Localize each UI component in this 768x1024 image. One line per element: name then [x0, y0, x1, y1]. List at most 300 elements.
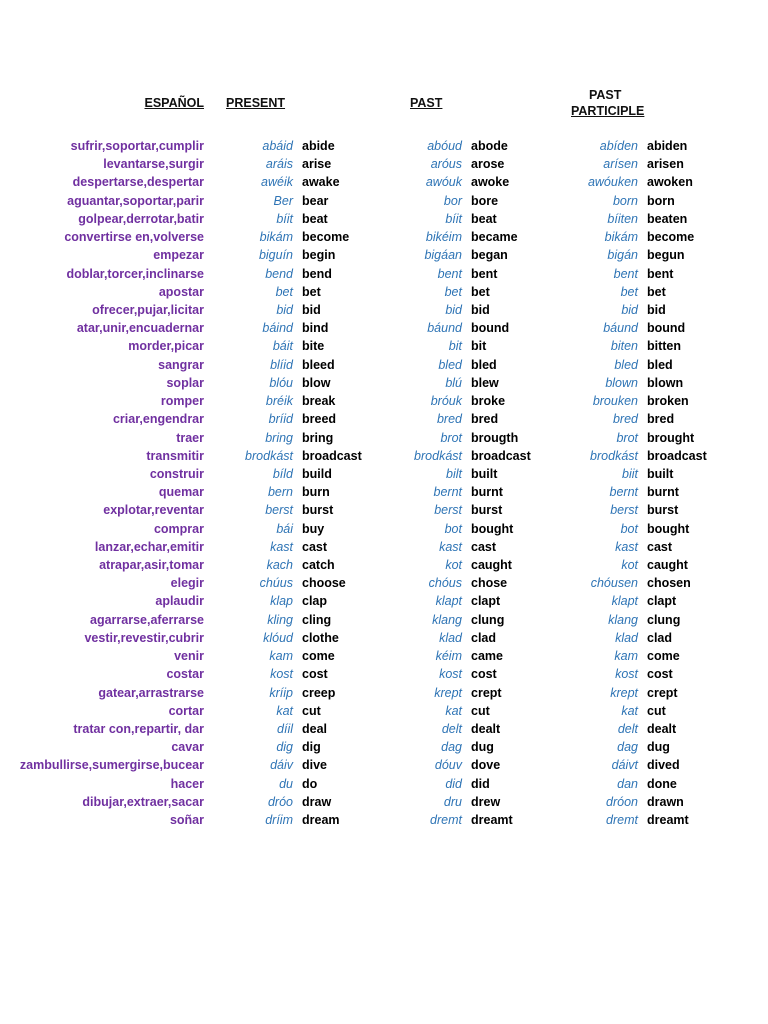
participle-form: bid [647, 302, 666, 317]
present-form: draw [302, 794, 332, 809]
participle-form: broken [647, 394, 689, 409]
table-row [0, 301, 768, 319]
table-row [0, 574, 768, 592]
past-form: drew [471, 794, 501, 809]
past-form: cost [471, 667, 497, 682]
participle-pronunciation: bikám [604, 230, 638, 245]
present-form: catch [302, 558, 335, 573]
table-row [0, 483, 768, 501]
participle-form: bent [647, 266, 674, 281]
spanish-meaning: criar,engendrar [112, 412, 204, 427]
past-pronunciation: bid [445, 302, 462, 317]
participle-pronunciation: chóusen [590, 576, 638, 591]
past-form: cast [471, 539, 497, 554]
participle-pronunciation: bid [621, 302, 638, 317]
present-pronunciation: kat [276, 703, 293, 718]
past-pronunciation: awóuk [425, 175, 462, 190]
table-row [0, 538, 768, 556]
spanish-meaning: tratar con,repartir, dar [73, 722, 204, 736]
past-form: dreamt [471, 813, 513, 828]
present-form: awake [302, 175, 340, 190]
past-form: awoke [471, 175, 510, 190]
present-form: cost [302, 667, 328, 682]
spanish-meaning: dibujar,extraer,sacar [82, 794, 204, 809]
table-row [0, 720, 768, 738]
past-form: clapt [471, 594, 501, 609]
participle-pronunciation: klad [615, 630, 638, 645]
participle-pronunciation: brot [616, 430, 638, 445]
spanish-meaning: sufrir,soportar,cumplir [70, 139, 204, 153]
spanish-meaning: gatear,arrastrarse [98, 685, 204, 700]
participle-pronunciation: arísen [603, 157, 638, 172]
participle-form: abiden [647, 139, 688, 153]
present-pronunciation: kost [270, 667, 293, 682]
present-pronunciation: bring [265, 430, 293, 445]
present-pronunciation: kam [269, 649, 293, 664]
past-pronunciation: kost [439, 667, 462, 682]
present-form: cling [302, 612, 332, 627]
present-form: blow [302, 375, 331, 390]
table-row [0, 629, 768, 647]
present-pronunciation: dróo [267, 794, 293, 809]
spanish-meaning: doblar,torcer,inclinarse [66, 266, 204, 281]
present-pronunciation: awéik [261, 175, 293, 190]
present-form: build [302, 466, 332, 481]
table-row [0, 684, 768, 702]
present-form: bear [302, 193, 329, 208]
present-form: dive [302, 758, 328, 773]
participle-pronunciation: born [612, 193, 638, 208]
spanish-meaning: comprar [153, 521, 204, 536]
present-pronunciation: díil [277, 722, 293, 736]
participle-pronunciation: kost [615, 667, 638, 682]
spanish-meaning: levantarse,surgir [103, 157, 204, 172]
present-form: deal [302, 722, 328, 736]
present-pronunciation: bern [267, 485, 293, 500]
participle-form: bitten [647, 339, 682, 354]
participle-form: arisen [647, 157, 684, 172]
past-pronunciation: bred [436, 412, 462, 427]
past-pronunciation: bet [444, 284, 462, 299]
past-form: crept [471, 685, 502, 700]
participle-form: cut [647, 703, 666, 718]
participle-form: built [647, 466, 674, 481]
present-pronunciation: bríid [268, 412, 293, 427]
table-row [0, 556, 768, 574]
participle-pronunciation: kot [621, 558, 638, 573]
past-form: clung [471, 612, 505, 627]
participle-pronunciation: bred [612, 412, 638, 427]
participle-pronunciation: blown [605, 375, 638, 390]
participle-form: blown [647, 375, 684, 390]
present-pronunciation: kríip [269, 685, 293, 700]
past-form: came [471, 649, 503, 664]
past-form: built [471, 466, 498, 481]
participle-pronunciation: klapt [611, 594, 638, 609]
present-pronunciation: abáid [262, 139, 293, 153]
present-pronunciation: biguín [258, 248, 293, 263]
present-pronunciation: bái [276, 521, 293, 536]
present-pronunciation: bíit [276, 211, 293, 226]
participle-form: beaten [647, 211, 688, 226]
table-row [0, 611, 768, 629]
past-form: bet [471, 284, 490, 299]
past-pronunciation: bled [438, 357, 462, 372]
present-form: clap [302, 594, 328, 609]
past-form: dealt [471, 722, 501, 736]
header-participle-line2: PARTICIPLE [571, 104, 645, 118]
participle-form: become [647, 230, 695, 245]
participle-form: burnt [647, 485, 679, 500]
past-pronunciation: bot [444, 521, 462, 536]
past-form: arose [471, 157, 505, 172]
present-pronunciation: kach [266, 558, 293, 573]
spanish-meaning: agarrarse,aferrarse [90, 612, 204, 627]
participle-form: drawn [647, 794, 684, 809]
participle-pronunciation: brouken [592, 394, 638, 409]
present-form: come [302, 649, 335, 664]
present-form: bend [302, 266, 332, 281]
spanish-meaning: hacer [170, 776, 204, 791]
present-pronunciation: bid [276, 302, 293, 317]
past-pronunciation: dru [443, 794, 462, 809]
past-form: burnt [471, 485, 503, 500]
past-form: bound [471, 321, 510, 336]
past-form: broadcast [471, 448, 531, 463]
participle-pronunciation: biit [622, 466, 638, 481]
spanish-meaning: zambullirse,sumergirse,bucear [19, 758, 204, 773]
table-row [0, 775, 768, 793]
past-form: blew [471, 375, 499, 390]
table-row [0, 465, 768, 483]
past-form: chose [471, 576, 508, 591]
spanish-meaning: quemar [158, 485, 204, 500]
table-row [0, 210, 768, 228]
spanish-meaning: aguantar,soportar,parir [67, 193, 204, 208]
past-form: did [471, 776, 490, 791]
participle-pronunciation: dan [617, 776, 638, 791]
participle-pronunciation: abíden [599, 139, 638, 153]
present-pronunciation: brodkást [245, 448, 293, 463]
participle-pronunciation: delt [617, 722, 638, 736]
header-present: PRESENT [226, 96, 286, 110]
participle-form: dreamt [647, 813, 689, 828]
past-form: began [471, 248, 508, 263]
table-row [0, 447, 768, 465]
participle-form: bet [647, 284, 666, 299]
participle-pronunciation: klang [608, 612, 638, 627]
participle-form: born [647, 193, 675, 208]
present-pronunciation: Ber [273, 193, 293, 208]
past-pronunciation: abóud [427, 139, 462, 153]
present-form: clothe [302, 630, 339, 645]
table-row [0, 319, 768, 337]
present-form: bind [302, 321, 329, 336]
past-pronunciation: berst [434, 503, 462, 518]
past-pronunciation: aróus [430, 157, 462, 172]
past-pronunciation: kot [445, 558, 462, 573]
past-form: bore [471, 193, 499, 208]
present-form: bid [302, 302, 321, 317]
past-pronunciation: bit [448, 339, 462, 354]
past-pronunciation: bróuk [430, 394, 462, 409]
participle-form: dealt [647, 722, 677, 736]
present-pronunciation: dáiv [270, 758, 293, 773]
table-row [0, 793, 768, 811]
table-row [0, 337, 768, 355]
present-pronunciation: báind [262, 321, 293, 336]
participle-pronunciation: báund [603, 321, 638, 336]
participle-pronunciation: bent [613, 266, 638, 281]
participle-pronunciation: bíiten [607, 211, 638, 226]
participle-pronunciation: dáivt [611, 758, 638, 773]
participle-pronunciation: brodkást [590, 448, 638, 463]
past-pronunciation: brodkást [414, 448, 462, 463]
participle-form: begun [647, 248, 685, 263]
participle-form: caught [647, 558, 688, 573]
past-pronunciation: dag [441, 740, 462, 755]
present-form: abide [302, 139, 335, 153]
spanish-meaning: cavar [171, 740, 204, 755]
table-row [0, 410, 768, 428]
header-participle-line1: PAST [589, 88, 622, 102]
participle-form: awoken [647, 175, 693, 190]
spanish-meaning: apostar [158, 284, 204, 299]
spanish-meaning: soñar [169, 813, 204, 828]
past-pronunciation: kéim [435, 649, 462, 664]
present-pronunciation: blíid [270, 357, 293, 372]
present-form: bleed [302, 357, 335, 372]
past-pronunciation: bernt [433, 485, 462, 500]
past-pronunciation: bor [443, 193, 462, 208]
table-row [0, 283, 768, 301]
participle-form: bought [647, 521, 690, 536]
present-pronunciation: berst [265, 503, 293, 518]
past-form: bid [471, 302, 490, 317]
present-pronunciation: klóud [263, 630, 293, 645]
present-form: break [302, 394, 336, 409]
participle-pronunciation: berst [610, 503, 638, 518]
spanish-meaning: ofrecer,pujar,licitar [92, 302, 204, 317]
present-pronunciation: klap [270, 594, 293, 609]
table-row [0, 155, 768, 173]
past-pronunciation: klapt [435, 594, 462, 609]
past-form: bought [471, 521, 514, 536]
table-row [0, 192, 768, 210]
present-form: burn [302, 485, 330, 500]
participle-form: clapt [647, 594, 677, 609]
participle-pronunciation: kast [615, 539, 638, 554]
table-row [0, 592, 768, 610]
present-form: beat [302, 211, 328, 226]
present-pronunciation: kast [270, 539, 293, 554]
present-pronunciation: aráis [265, 157, 293, 172]
past-pronunciation: klad [439, 630, 462, 645]
past-pronunciation: delt [441, 722, 462, 736]
spanish-meaning: cortar [168, 703, 204, 718]
spanish-meaning: sangrar [158, 357, 204, 372]
past-form: dove [471, 758, 501, 773]
present-pronunciation: kling [267, 612, 293, 627]
present-form: bet [302, 284, 321, 299]
participle-pronunciation: bot [620, 521, 638, 536]
spanish-meaning: costar [166, 667, 204, 682]
table-row [0, 429, 768, 447]
participle-form: dived [647, 758, 680, 773]
spanish-meaning: romper [160, 394, 204, 409]
past-pronunciation: krept [434, 685, 462, 700]
participle-pronunciation: krept [610, 685, 638, 700]
past-pronunciation: blú [445, 375, 462, 390]
participle-form: bred [647, 412, 675, 427]
present-form: arise [302, 157, 332, 172]
present-form: broadcast [302, 448, 362, 463]
present-form: bite [302, 339, 325, 354]
spanish-meaning: despertarse,despertar [72, 175, 204, 190]
present-form: breed [302, 412, 337, 427]
present-form: cut [302, 703, 321, 718]
participle-form: done [647, 776, 677, 791]
present-form: buy [302, 521, 325, 536]
table-row [0, 738, 768, 756]
present-pronunciation: bikám [259, 230, 293, 245]
spanish-meaning: convertirse en,volverse [64, 230, 204, 245]
table-row [0, 756, 768, 774]
past-pronunciation: chóus [428, 576, 462, 591]
spanish-meaning: explotar,reventar [103, 503, 204, 518]
past-pronunciation: bíit [445, 211, 462, 226]
participle-form: bled [647, 357, 673, 372]
table-row [0, 173, 768, 191]
past-pronunciation: dremt [430, 813, 462, 828]
present-form: become [302, 230, 350, 245]
table-row [0, 520, 768, 538]
present-form: begin [302, 248, 336, 263]
table-row [0, 392, 768, 410]
table-row [0, 811, 768, 829]
participle-form: burst [647, 503, 679, 518]
present-form: creep [302, 685, 336, 700]
past-pronunciation: kast [439, 539, 462, 554]
participle-form: come [647, 649, 680, 664]
header-espanol: ESPAÑOL [144, 96, 204, 110]
present-form: do [302, 776, 318, 791]
present-pronunciation: chúus [259, 576, 293, 591]
spanish-meaning: venir [174, 649, 204, 664]
past-form: brougth [471, 430, 519, 445]
past-pronunciation: did [445, 776, 462, 791]
spanish-meaning: soplar [166, 375, 204, 390]
participle-pronunciation: bet [620, 284, 638, 299]
present-form: bring [302, 430, 334, 445]
past-pronunciation: bilt [446, 466, 462, 481]
past-form: became [471, 230, 518, 245]
participle-form: clung [647, 612, 681, 627]
past-form: bent [471, 266, 498, 281]
participle-form: brought [647, 430, 695, 445]
participle-pronunciation: kat [621, 703, 638, 718]
participle-pronunciation: kam [614, 649, 638, 664]
participle-pronunciation: dag [617, 740, 638, 755]
present-pronunciation: du [279, 776, 293, 791]
spanish-meaning: lanzar,echar,emitir [94, 539, 204, 554]
participle-form: clad [647, 630, 673, 645]
past-pronunciation: klang [432, 612, 462, 627]
spanish-meaning: atar,unir,encuadernar [76, 321, 204, 336]
spanish-meaning: vestir,revestir,cubrir [84, 630, 204, 645]
participle-pronunciation: dremt [606, 813, 638, 828]
present-pronunciation: dríim [265, 813, 293, 828]
table-row [0, 356, 768, 374]
participle-form: cost [647, 667, 673, 682]
spanish-meaning: construir [149, 466, 204, 481]
present-form: cast [302, 539, 328, 554]
past-pronunciation: báund [427, 321, 462, 336]
participle-form: chosen [647, 576, 691, 591]
present-pronunciation: bréik [265, 394, 293, 409]
participle-form: bound [647, 321, 686, 336]
present-pronunciation: bend [265, 266, 293, 281]
spanish-meaning: transmitir [146, 448, 204, 463]
table-row [0, 501, 768, 519]
table-row [0, 702, 768, 720]
past-form: abode [471, 139, 508, 153]
past-form: broke [471, 394, 506, 409]
spanish-meaning: empezar [153, 248, 204, 263]
present-pronunciation: bet [275, 284, 293, 299]
present-form: choose [302, 576, 346, 591]
present-pronunciation: bíld [272, 466, 293, 481]
past-pronunciation: brot [440, 430, 462, 445]
table-row [0, 374, 768, 392]
participle-pronunciation: bernt [609, 485, 638, 500]
past-pronunciation: bikéim [425, 230, 462, 245]
table-row [0, 265, 768, 283]
spanish-meaning: elegir [170, 576, 204, 591]
past-pronunciation: bent [437, 266, 462, 281]
past-form: dug [471, 740, 494, 755]
present-pronunciation: báit [272, 339, 293, 354]
spanish-meaning: morder,picar [128, 339, 204, 354]
participle-pronunciation: bigán [607, 248, 638, 263]
participle-pronunciation: biten [610, 339, 638, 354]
present-pronunciation: dig [276, 740, 293, 755]
present-form: dream [302, 813, 340, 828]
past-form: bled [471, 357, 497, 372]
past-form: cut [471, 703, 490, 718]
spanish-meaning: aplaudir [155, 594, 204, 609]
past-form: burst [471, 503, 503, 518]
table-row [0, 137, 768, 155]
present-form: burst [302, 503, 334, 518]
past-form: clad [471, 630, 497, 645]
past-form: beat [471, 211, 497, 226]
table-row [0, 246, 768, 264]
participle-form: dug [647, 740, 670, 755]
past-form: bit [471, 339, 487, 354]
participle-form: crept [647, 685, 678, 700]
spanish-meaning: atrapar,asir,tomar [99, 558, 204, 573]
spanish-meaning: golpear,derrotar,batir [78, 211, 204, 226]
header-past: PAST [410, 96, 443, 110]
participle-pronunciation: dróon [606, 794, 638, 809]
past-pronunciation: kat [445, 703, 462, 718]
verb-rows [0, 137, 768, 829]
table-row [0, 228, 768, 246]
spanish-meaning: traer [176, 430, 204, 445]
table-row [0, 647, 768, 665]
table-row [0, 665, 768, 683]
